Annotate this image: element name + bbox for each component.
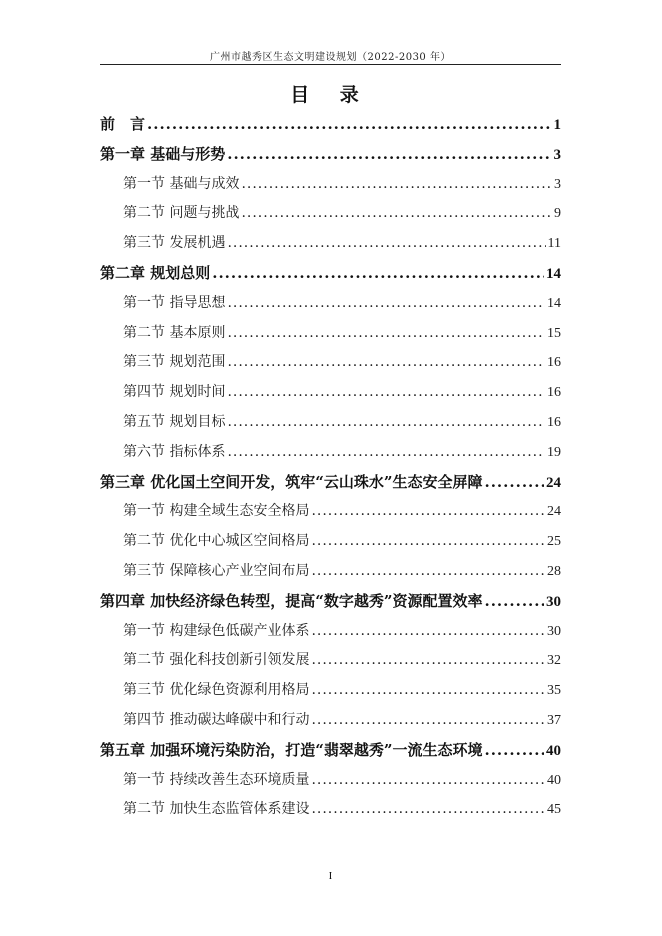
header-divider: [100, 64, 561, 65]
toc-entry-label: 第一节 持续改善生态环境质量: [123, 771, 310, 788]
toc-entry-label: 第一节 指导思想: [123, 294, 226, 311]
toc-entry-page: 30: [546, 593, 561, 610]
toc-entry-label: 第二节 问题与挑战: [123, 205, 240, 222]
toc-entry-page: 3: [553, 146, 561, 163]
dot-leader: [227, 229, 545, 259]
toc-entry-label: 第五章 加强环境污染防治，打造“翡翠越秀”一流生态环境: [100, 740, 483, 759]
toc-section-entry[interactable]: [100, 676, 561, 706]
toc-entry-page: 40: [546, 742, 561, 759]
toc-section-entry[interactable]: [100, 289, 561, 319]
toc-chapter-entry[interactable]: [100, 468, 561, 498]
toc-entry-page: 19: [547, 444, 561, 460]
toc-section-entry[interactable]: [100, 408, 561, 438]
toc-entry-label: 第三节 发展机遇: [123, 235, 226, 252]
toc-chapter-entry[interactable]: [100, 140, 561, 170]
toc-entry-page: 3: [554, 176, 561, 192]
dot-leader: [227, 378, 545, 408]
toc-entry-page: 11: [547, 236, 561, 252]
toc-entry-label: 前 言: [100, 115, 146, 133]
toc-chapter-entry[interactable]: [100, 110, 561, 140]
dot-leader: [484, 736, 544, 766]
toc-section-entry[interactable]: [100, 319, 561, 349]
toc-entry-page: 35: [547, 683, 561, 699]
dot-leader: [311, 766, 545, 796]
toc-section-entry[interactable]: [100, 438, 561, 468]
toc-section-entry[interactable]: [100, 348, 561, 378]
running-header: 广州市越秀区生态文明建设规划（2022-2030 年）: [210, 52, 451, 63]
toc-entry-page: 16: [547, 385, 561, 401]
toc-entry-page: 14: [546, 265, 561, 282]
toc-entry-page: 9: [554, 206, 561, 222]
toc-section-entry[interactable]: [100, 795, 561, 825]
toc-entry-page: 1: [553, 117, 561, 133]
toc-entry-label: 第三章 优化国土空间开发，筑牢“云山珠水”生态安全屏障: [100, 472, 483, 491]
toc-entry-page: 24: [546, 474, 561, 491]
toc-section-entry[interactable]: [100, 557, 561, 587]
toc-entry-label: 第四章 加快经济绿色转型，提高“数字越秀”资源配置效率: [100, 591, 483, 610]
dot-leader: [227, 319, 545, 349]
dot-leader: [311, 557, 545, 587]
dot-leader: [311, 795, 545, 825]
toc-entry-page: 25: [547, 534, 561, 550]
toc-entry-label: 第四节 推动碳达峰碳中和行动: [123, 711, 310, 728]
dot-leader: [484, 587, 544, 617]
dot-leader: [311, 497, 545, 527]
toc-section-entry[interactable]: [100, 766, 561, 796]
toc-section-entry[interactable]: [100, 527, 561, 557]
dot-leader: [147, 110, 551, 140]
dot-leader: [227, 348, 545, 378]
dot-leader: [227, 438, 545, 468]
dot-leader: [311, 676, 545, 706]
toc-section-entry[interactable]: [100, 378, 561, 408]
toc-section-entry[interactable]: [100, 199, 561, 229]
page-title: 目 录: [290, 84, 371, 106]
page-number: I: [328, 870, 333, 882]
toc-entry-page: 37: [547, 712, 561, 728]
toc-entry-page: 40: [547, 772, 561, 788]
dot-leader: [241, 199, 552, 229]
toc-entry-label: 第五节 规划目标: [123, 413, 226, 430]
toc-entry-label: 第一节 构建绿色低碳产业体系: [123, 622, 310, 639]
dot-leader: [311, 646, 545, 676]
toc-entry-page: 30: [547, 623, 561, 639]
dot-leader: [241, 170, 552, 200]
dot-leader: [311, 706, 545, 736]
dot-leader: [484, 468, 544, 498]
toc-chapter-entry[interactable]: [100, 736, 561, 766]
toc-entry-label: 第二章 规划总则: [100, 263, 211, 282]
toc-entry-label: 第一章 基础与形势: [100, 144, 226, 163]
toc-entry-label: 第二节 优化中心城区空间格局: [123, 533, 310, 550]
dot-leader: [311, 527, 545, 557]
toc-section-entry[interactable]: [100, 170, 561, 200]
table-of-contents: [100, 110, 561, 825]
toc-entry-page: 24: [547, 504, 561, 520]
toc-entry-label: 第三节 优化绿色资源利用格局: [123, 682, 310, 699]
toc-entry-page: 16: [547, 414, 561, 430]
toc-entry-label: 第六节 指标体系: [123, 443, 226, 460]
toc-entry-label: 第一节 基础与成效: [123, 175, 240, 192]
toc-section-entry[interactable]: [100, 229, 561, 259]
toc-entry-label: 第一节 构建全域生态安全格局: [123, 503, 310, 520]
toc-entry-page: 15: [547, 325, 561, 341]
toc-entry-page: 45: [547, 802, 561, 818]
dot-leader: [227, 408, 545, 438]
toc-entry-page: 32: [547, 653, 561, 669]
toc-chapter-entry[interactable]: [100, 587, 561, 617]
toc-entry-label: 第三节 规划范围: [123, 354, 226, 371]
dot-leader: [227, 140, 551, 170]
dot-leader: [311, 617, 545, 647]
dot-leader: [227, 289, 545, 319]
toc-chapter-entry[interactable]: [100, 259, 561, 289]
toc-entry-label: 第二节 加快生态监管体系建设: [123, 801, 310, 818]
toc-entry-label: 第四节 规划时间: [123, 384, 226, 401]
toc-section-entry[interactable]: [100, 706, 561, 736]
toc-section-entry[interactable]: [100, 617, 561, 647]
toc-entry-page: 16: [547, 355, 561, 371]
toc-entry-page: 28: [547, 563, 561, 579]
toc-entry-label: 第二节 基本原则: [123, 324, 226, 341]
toc-section-entry[interactable]: [100, 497, 561, 527]
toc-entry-page: 14: [547, 295, 561, 311]
dot-leader: [212, 259, 544, 289]
toc-entry-label: 第三节 保障核心产业空间布局: [123, 562, 310, 579]
toc-section-entry[interactable]: [100, 646, 561, 676]
toc-entry-label: 第二节 强化科技创新引领发展: [123, 652, 310, 669]
